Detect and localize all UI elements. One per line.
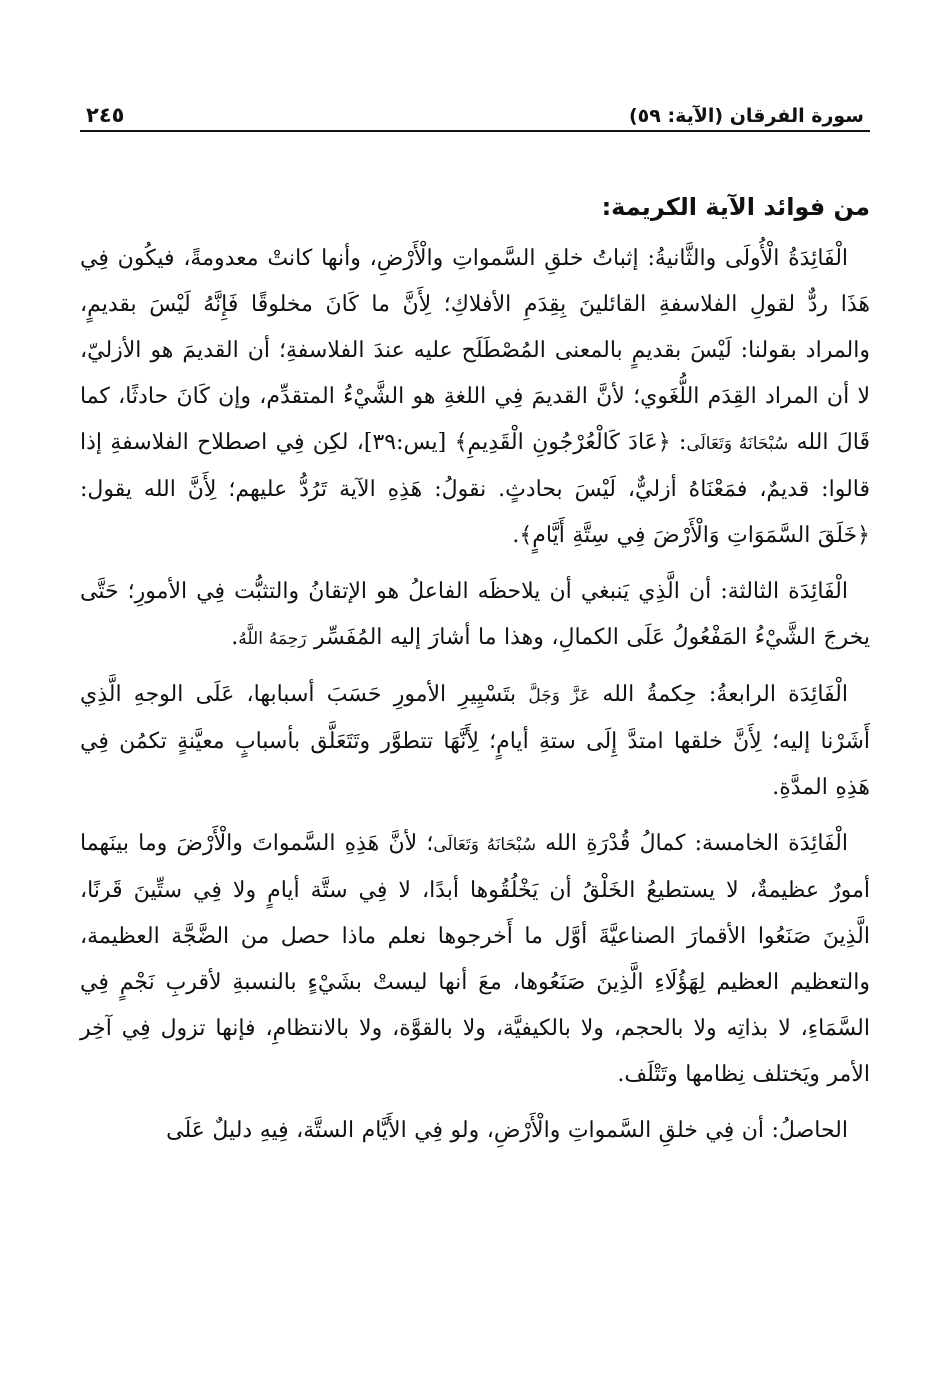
benefit-text: كمالُ قُدْرَةِ الله xyxy=(535,831,695,856)
honorific-phrase: رَحِمَهُ اللَّهُ xyxy=(238,629,307,649)
running-title: سورة الفرقان (الآية: ٥٩) xyxy=(628,105,864,127)
benefit-label: الحاصلُ: xyxy=(771,1118,848,1143)
benefit-text: بتَسْيِيرِ الأمورِ حَسَبَ أسبابها، عَلَى الوجهِ الَّذِي أَشَرْنا إليه؛ لِأَنَّ خلقها امتدَّ إِلَى ستةِ أيامٍ؛ لِأَنَّهَا تتطوَّر وتَتَعَلَّق بأسبابٍ معيَّنةٍ تكمُن فِي هَذِهِ المدَّةِ. xyxy=(80,682,870,800)
benefit-text: حِكمةُ الله xyxy=(590,682,709,707)
benefit-paragraph-1 xyxy=(80,236,870,559)
benefit-paragraph-summary xyxy=(80,1108,870,1154)
benefit-label: الْفَائِدَة الخامسة: xyxy=(694,831,848,856)
benefit-text: ؛ لأنَّ هَذِهِ السَّمواتَ والْأَرْضَ وما بينَهما أمورٌ عظيمةٌ، لا يستطيعُ الخَلْقُ أن يَخْلُقُوها أبدًا، لا فِي ستَّة أيامٍ ولا فِي ستِّينَ قَرنًا، الَّذِينَ صَنَعُوا الأقمارَ الصناعيَّةَ أوَّل ما أَخرجوها نعلم ماذا حصل من الضَّجَّة العظيمة، والتعظيم العظيم لِهَؤُلَاءِ الَّذِينَ صَنَعُوها، معَ أنها ليستْ بشَيْءٍ بالنسبةِ لأقربِ نَجْمٍ فِي السَّمَاءِ، لا بذاتِه ولا بالحجم، ولا بالكيفيَّة، ولا بالقوَّة، ولا بالانتظامِ، فإنها تزول فِي آخِر الأمر ويَختلف نِظامها وتَتْلَف. xyxy=(80,831,870,1087)
benefit-text: . xyxy=(512,523,520,548)
benefit-label: الْفَائِدَة الثالثة: xyxy=(720,579,848,604)
benefit-label: الْفَائِدَة الرابعةُ: xyxy=(708,682,848,707)
honorific-phrase: عَزَّ وَجَلَّ xyxy=(528,686,591,706)
benefit-text: . xyxy=(231,625,239,650)
benefit-text: : xyxy=(670,430,687,455)
honorific-phrase: سُبْحَانَهُ وَتَعَالَى xyxy=(686,434,789,454)
book-page xyxy=(80,88,870,1328)
running-header xyxy=(80,88,870,132)
benefit-text: [يس:٣٩]، لكِن فِي اصطلاح الفلاسفةِ إذا قالوا: قديمٌ، فمَعْنَاهُ أزليٌّ، لَيْسَ بحادثٍ. نقولُ: هَذِهِ الآية تَرُدُّ عليهم؛ لِأَنَّ الله يقول: xyxy=(80,430,870,502)
benefit-label: الْفَائِدَةُ الْأُولَى والثَّانيةُ: xyxy=(647,246,849,271)
benefit-paragraph-5 xyxy=(80,821,870,1098)
benefit-paragraph-4 xyxy=(80,672,870,811)
benefit-text: أن فِي خلقِ السَّمواتِ والْأَرْضِ، ولو فِي الأَيَّام الستَّة، فِيهِ دليلٌ عَلَى xyxy=(166,1118,772,1143)
benefit-text: إثباتُ خلقِ السَّمواتِ والْأَرْضِ، وأنها كانتْ معدومةً، فيكُون فِي هَذَا ردٌّ لقولِ الفلاسفةِ القائلينَ بِقِدَمِ الأفلاكِ؛ لِأَنَّ ما كَانَ مخلوقًا فَإِنَّهُ لَيْسَ بقديمٍ، والمراد بقولنا: لَيْسَ بقديمٍ بالمعنى المُصْطَلَح عليه عندَ الفلاسفةِ؛ أن القديمَ هو الأزليّ، لا أن المراد القِدَم اللُّغَوي؛ لأنَّ القديمَ فِي اللغةِ هو الشَّيْءُ المتقدِّم، وإن كَانَ حادثًا، كما قَالَ الله xyxy=(80,246,871,455)
section-heading: من فوائد الآية الكريمة: xyxy=(601,193,870,221)
quran-quote: ﴿خَلَقَ السَّمَوَاتِ وَالْأَرْضَ فِي سِتَّةِ أَيَّامٍ﴾ xyxy=(519,523,870,548)
benefit-text: أن الَّذِي يَنبغي أن يلاحظَه الفاعلُ هو الإتقانُ والتثبُّت فِي الأمورِ؛ حَتَّى يخرجَ الشَّيْءُ المَفْعُولُ عَلَى الكمالِ، وهذا ما أشارَ إليه المُفَسِّر xyxy=(80,579,870,650)
quran-quote: ﴿عَادَ كَالْعُرْجُونِ الْقَدِيمِ﴾ xyxy=(454,430,671,455)
page-number: ٢٤٥ xyxy=(86,103,125,127)
benefit-paragraph-3 xyxy=(80,569,870,662)
honorific-phrase: سُبْحَانَهُ وَتَعَالَى xyxy=(433,835,536,855)
